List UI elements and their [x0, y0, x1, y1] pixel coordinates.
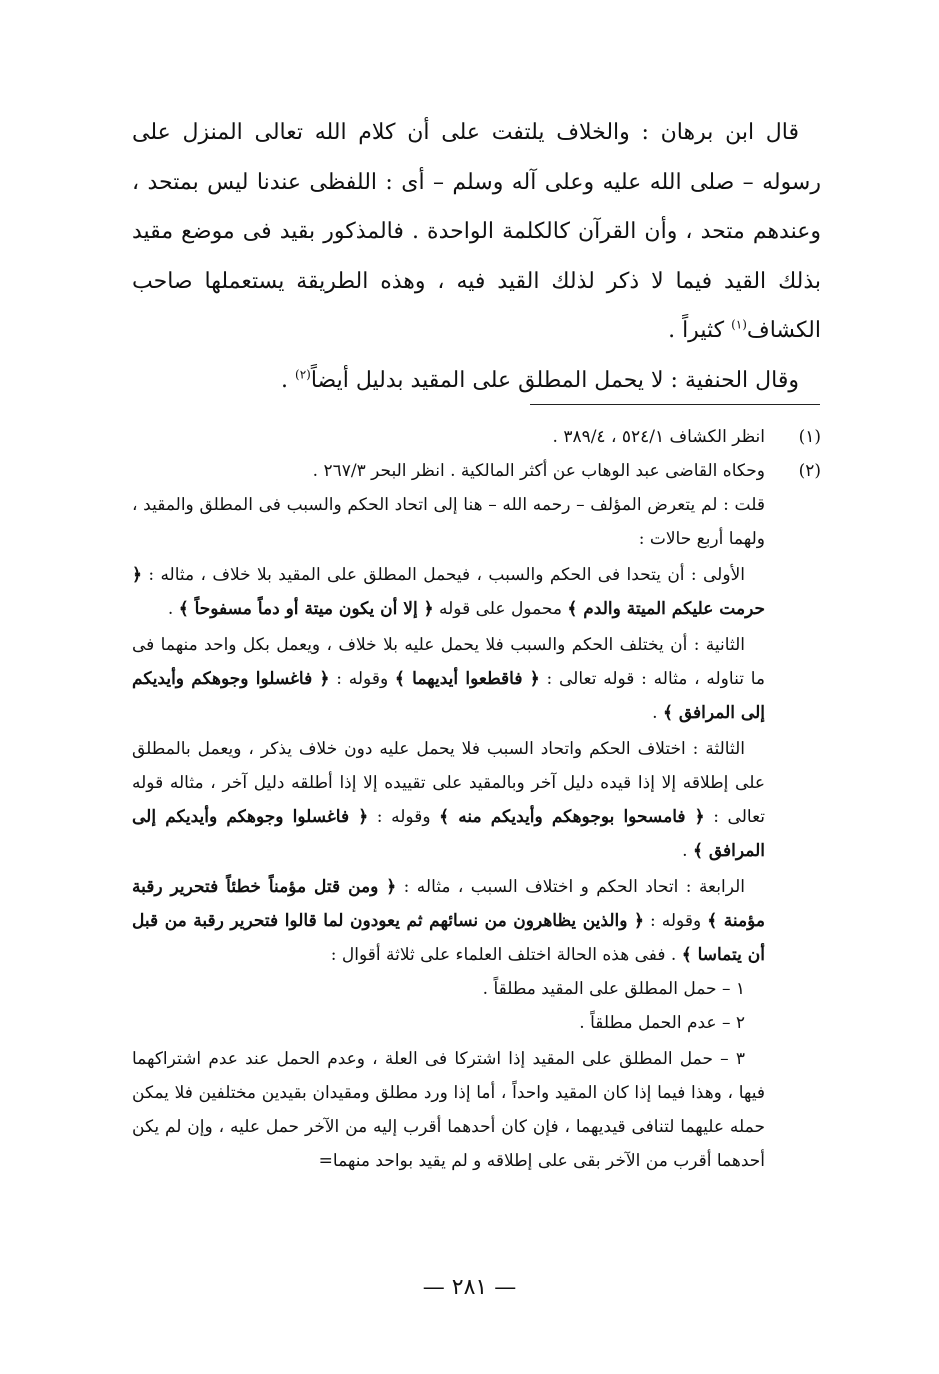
- footnotes: [132, 420, 821, 1178]
- case-first: الأولى : أن يتحدا فى الحكم والسبب ، فيحمل المطلق على المقيد بلا خلاف ، مثاله : ﴿ حرمت عليكم الميتة والدم ﴾ محمول على قوله ﴿ إلا أن يكون ميتة أو دماً مسفوحاً ﴾ .: [132, 565, 765, 619]
- quran-quote: ﴿ فاقطعوا أيديهما ﴾: [394, 669, 540, 689]
- footnote-text: وحكاه القاضى عبد الوهاب عن أكثر المالكية . انظر البحر ٢٦٧/٣ .: [312, 461, 765, 481]
- footnote-text: انظر الكشاف ٥٢٤/١ ، ٣٨٩/٤ .: [552, 427, 765, 447]
- quran-quote: ﴿ ومن قتل مؤمناً خطئاً فتحرير رقبة مؤمنة ﴾: [132, 877, 765, 931]
- case-third: الثالثة : اختلاف الحكم واتحاد السبب فلا يحمل عليه دون خلاف يذكر ، ويعمل بالمطلق على إطلاقه إلا إذا قيده دليل آخر وبالمقيد على تقييده إلا إذا أطلقه دليل آخر ، مثاله قوله تعالى : ﴿ فامسحوا بوجوهكم وأيديكم منه ﴾ وقوله : ﴿ فاغسلوا وجوهكم وأيديكم إلى المرافق ﴾ .: [132, 739, 766, 861]
- quran-quote: ﴿ والذين يظاهرون من نسائهم ثم يعودون لما قالوا فتحرير رقبة من قبل أن يتماسا ﴾: [132, 911, 765, 965]
- opinion-1: ١ – حمل المطلق على المقيد مطلقاً .: [482, 979, 745, 999]
- quran-quote: ﴿ فامسحوا بوجوهكم وأيديكم منه ﴾: [439, 807, 705, 827]
- case-second: الثانية : أن يختلف الحكم والسبب فلا يحمل عليه بلا خلاف ، ويعمل بكل واحد منهما فى ما تناوله ، مثاله : قوله تعالى : ﴿ فاقطعوا أيديهما ﴾ وقوله : ﴿ فاغسلوا وجوهكم وأيديكم إلى المرافق ﴾ .: [132, 635, 765, 723]
- main-text: [132, 108, 821, 405]
- paragraph-ibn-burhan: قال ابن برهان : والخلاف يلتفت على أن كلام الله تعالى المنزل على رسوله – صلى الله عليه وعلى آله وسلم – أى : اللفظى عندنا ليس بمتحد ، وعندهم متحد ، وأن القرآن كالكلمة الواحدة . فالمذكور بقيد فى موضع مقيد بذلك القيد فيما لا ذكر لذلك القيد فيه ، وهذه الطريقة يستعملها صاحب الكشاف$^{(١)}$ كثيراً .: [132, 120, 821, 343]
- note-qult: قلت : لم يتعرض المؤلف – رحمه الله – هنا إلى اتحاد الحكم والسبب فى المطلق والمقيد ، ولهما أربع حالات :: [132, 495, 765, 549]
- quran-quote: ﴿ فاغسلوا وجوهكم وأيديكم إلى المرافق ﴾: [132, 669, 765, 723]
- paragraph-hanafiyya: وقال الحنفية : لا يحمل المطلق على المقيد بدليل أيضاً$^{(٢)}$ .: [281, 367, 799, 393]
- opinion-3: ٣ – حمل المطلق على المقيد إذا اشتركا فى العلة ، وعدم الحمل عند عدم اشتراكهما فيها ، وهذا فيما إذا كان المقيد واحداً ، أما إذا ورد مطلق ومقيدان بقيدين مختلفين فلا يمكن حمله عليهما لتنافى قيديهما ، فإن كان أحدهما أقرب إليه من الآخر حمل عليه ، وإن لم يكن أحدهما أقرب من الآخر بقى على إطلاقه و لم يقيد بواحد منهما=: [132, 1049, 765, 1171]
- footnote-ref-2[interactable]: (٢): [295, 367, 311, 382]
- quran-quote: ﴿ إلا أن يكون ميتة أو دماً مسفوحاً ﴾: [178, 599, 434, 619]
- footnote-1: [132, 420, 821, 454]
- footnote-ref-1[interactable]: (١): [731, 317, 747, 332]
- footnote-number: (٢): [798, 461, 821, 481]
- opinion-2: ٢ – عدم الحمل مطلقاً .: [579, 1013, 745, 1033]
- page-number: — ٢٨١ —: [422, 1275, 517, 1300]
- quran-quote: ﴿ فاغسلوا وجوهكم وأيديكم إلى المرافق ﴾: [132, 807, 765, 861]
- quran-quote: ﴿ حرمت عليكم الميتة والدم ﴾: [132, 565, 765, 619]
- case-fourth: الرابعة : اتحاد الحكم و اختلاف السبب ، مثاله : ﴿ ومن قتل مؤمناً خطئاً فتحرير رقبة مؤمنة ﴾ وقوله : ﴿ والذين يظاهرون من نسائهم ثم يعودون لما قالوا فتحرير رقبة من قبل أن يتماسا ﴾ . ففى هذه الحالة اختلف العلماء على ثلاثة أقوال :: [132, 877, 765, 965]
- footnote-2: [132, 454, 821, 1178]
- footnote-separator: [530, 404, 820, 405]
- footnote-number: (١): [798, 427, 821, 447]
